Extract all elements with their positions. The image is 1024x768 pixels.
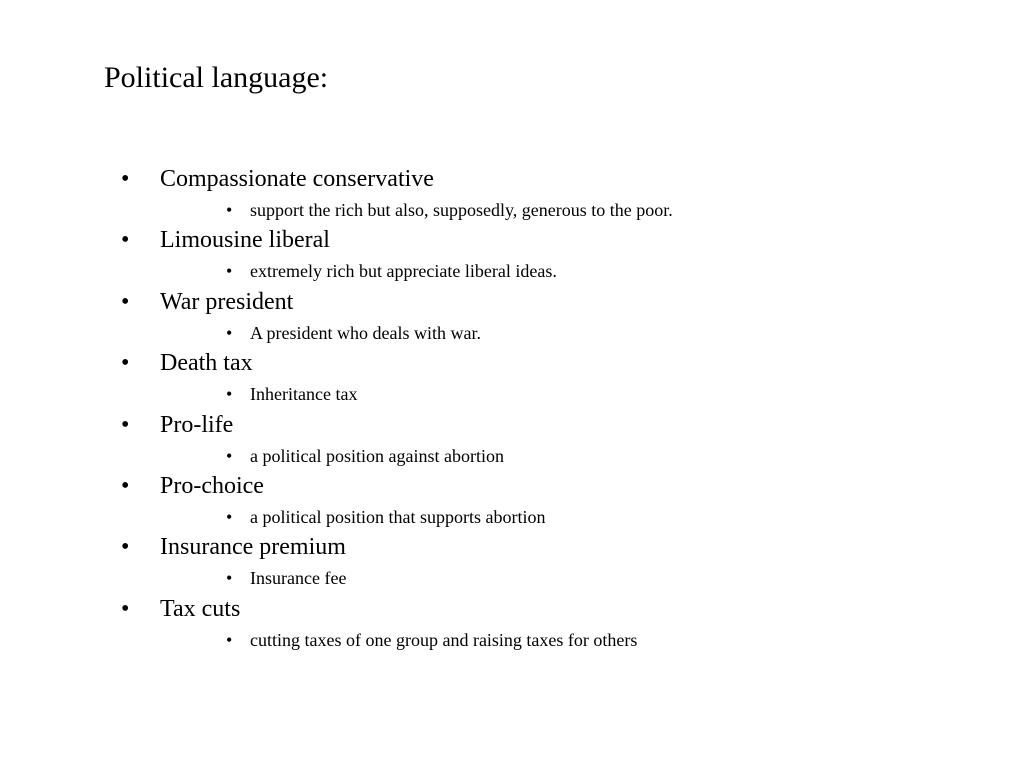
list-item xyxy=(0,407,1024,468)
definition-label: A president who deals with war. xyxy=(250,322,481,343)
bullet-icon: • xyxy=(121,411,130,438)
definition-label: Insurance fee xyxy=(250,568,347,589)
term-row xyxy=(0,284,1024,320)
term-row xyxy=(0,591,1024,627)
term-label: Insurance premium xyxy=(160,534,346,561)
sub-bullet-icon: • xyxy=(226,200,233,220)
term-label: Compassionate conservative xyxy=(160,166,434,192)
sub-bullet-icon: • xyxy=(226,445,233,466)
definition-label: a political position that supports abortion xyxy=(250,506,546,527)
term-label: War president xyxy=(160,288,294,315)
sub-bullet-icon: • xyxy=(226,568,233,589)
term-row xyxy=(0,222,1024,258)
definition-label: support the rich but also, supposedly, generous to the poor. xyxy=(250,200,673,220)
bullet-icon: • xyxy=(121,227,130,254)
definition-label: Inheritance tax xyxy=(250,384,358,405)
sub-bullet-icon: • xyxy=(226,629,233,650)
list-item xyxy=(0,161,1024,222)
term-row xyxy=(0,468,1024,504)
list-item xyxy=(0,284,1024,345)
sub-bullet-icon: • xyxy=(226,261,233,282)
list-item xyxy=(0,222,1024,283)
definition-row xyxy=(0,197,1024,223)
bullet-icon: • xyxy=(121,288,130,315)
term-row xyxy=(0,529,1024,565)
list-item xyxy=(0,468,1024,529)
sub-bullet-icon: • xyxy=(226,384,233,405)
term-list xyxy=(0,161,1024,652)
bullet-icon: • xyxy=(121,166,130,192)
sub-bullet-icon: • xyxy=(226,322,233,343)
definition-label: extremely rich but appreciate liberal ideas. xyxy=(250,261,557,282)
definition-label: a political position against abortion xyxy=(250,445,504,466)
term-row xyxy=(0,345,1024,381)
term-label: Tax cuts xyxy=(160,595,241,622)
definition-row xyxy=(0,258,1024,284)
list-item xyxy=(0,591,1024,652)
definition-row xyxy=(0,381,1024,407)
term-row xyxy=(0,161,1024,197)
definition-row xyxy=(0,320,1024,346)
definition-row xyxy=(0,443,1024,469)
definition-row xyxy=(0,565,1024,591)
term-label: Pro-life xyxy=(160,411,234,438)
bullet-icon: • xyxy=(121,534,130,561)
definition-row xyxy=(0,504,1024,530)
list-item xyxy=(0,345,1024,406)
sub-bullet-icon: • xyxy=(226,506,233,527)
term-row xyxy=(0,407,1024,443)
list-item xyxy=(0,529,1024,590)
term-label: Limousine liberal xyxy=(160,227,330,254)
term-label: Death tax xyxy=(160,350,253,377)
term-label: Pro-choice xyxy=(160,472,264,499)
bullet-icon: • xyxy=(121,350,130,377)
definition-row xyxy=(0,627,1024,653)
definition-label: cutting taxes of one group and raising taxes for others xyxy=(250,629,638,650)
slide-title: Political language: xyxy=(104,61,329,94)
bullet-icon: • xyxy=(121,472,130,499)
bullet-icon: • xyxy=(121,595,130,622)
